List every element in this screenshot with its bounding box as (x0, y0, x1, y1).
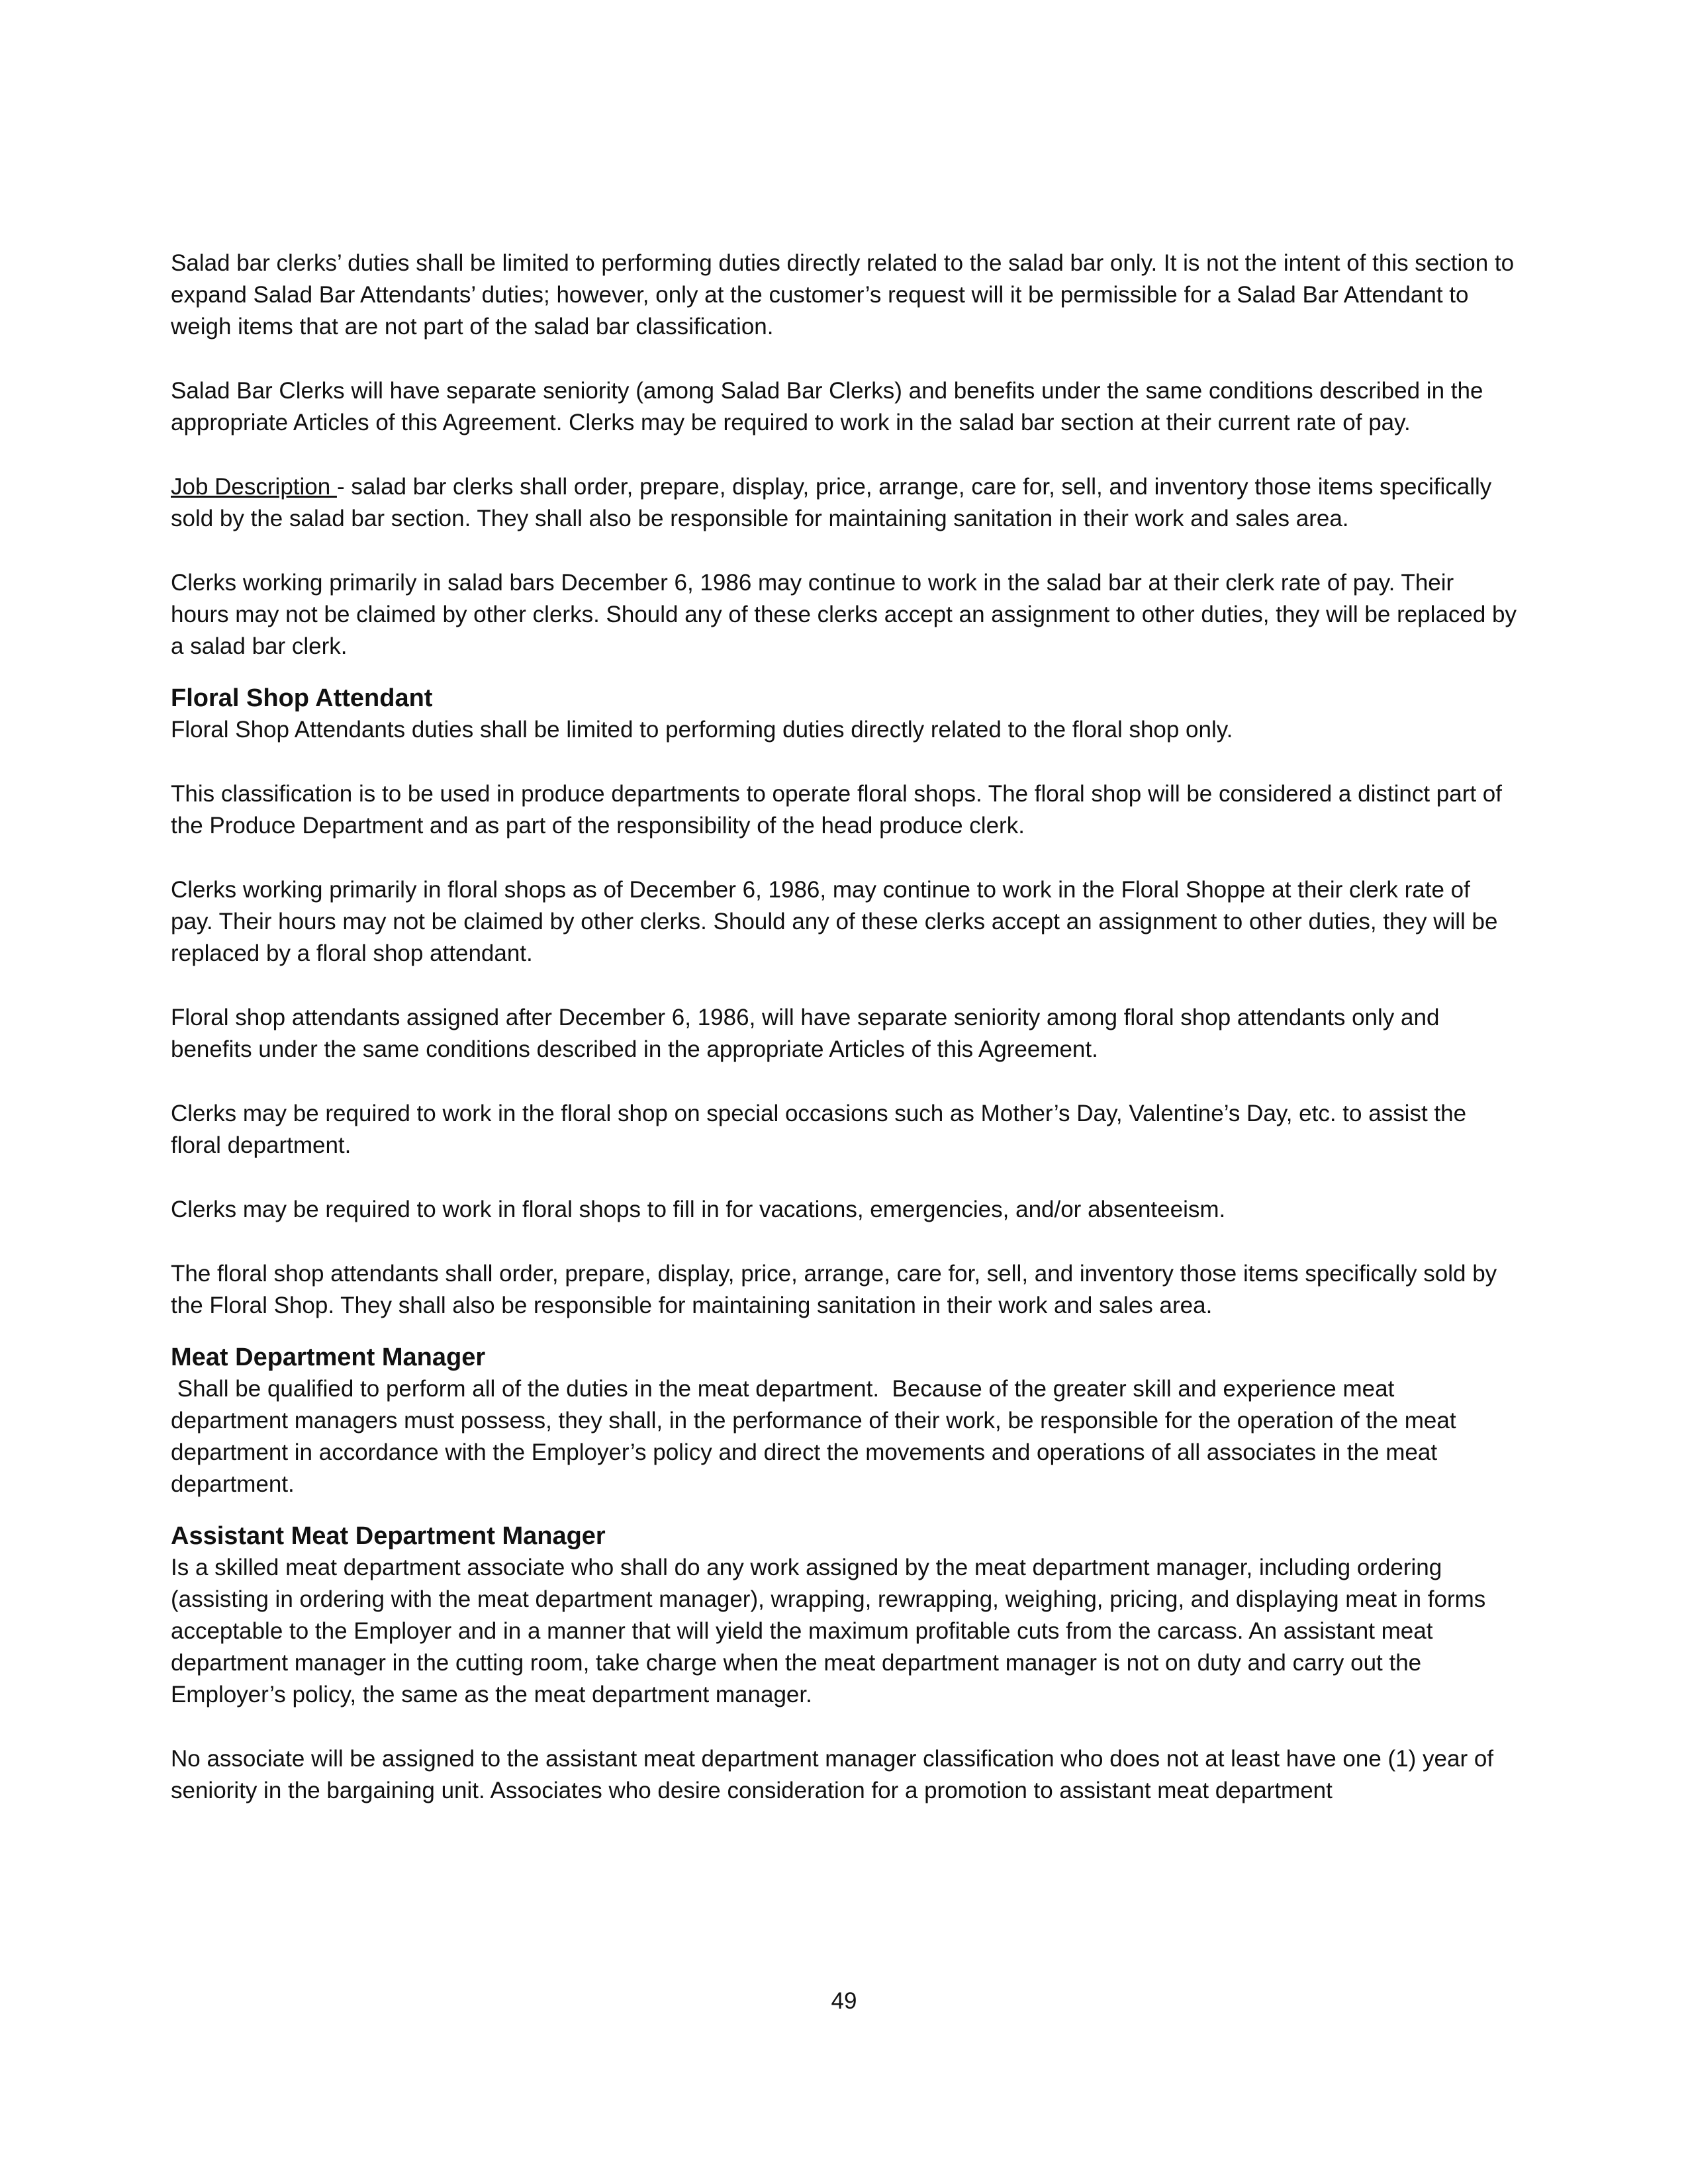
salad-bar-seniority-paragraph: Salad Bar Clerks will have separate seniority (among Salad Bar Clerks) and benefits under the same conditions described in the appropriate Articles of this Agreement. Clerks may be required to work in the salad bar section at their current rate of pay. (171, 378, 1483, 435)
page-body (171, 248, 1517, 1839)
salad-bar-duties-paragraph: Salad bar clerks’ duties shall be limited to performing duties directly related to the salad bar only. It is not the intent of this section to expand Salad Bar Attendants’ duties; however, only at the customer’s request will it be permissible for a Salad Bar Attendant to weigh items that are not part of the salad bar classification. (171, 250, 1515, 340)
page-number: 49 (831, 1988, 857, 2014)
salad-bar-clerks-paragraph: Clerks working primarily in salad bars December 6, 1986 may continue to work in the salad bar at their clerk rate of pay. Their hours may not be claimed by other clerks. Should any of these clerks accept an assignment to other duties, they will be replaced by a salad bar clerk. (171, 570, 1517, 659)
job-description-label: Job Description (171, 474, 337, 500)
assistant-meat-manager-seniority-paragraph: No associate will be assigned to the assistant meat department manager classification who does not at least have one (1) year of seniority in the bargaining unit. Associates who desire consideration for a promotion to assistant meat department (171, 1746, 1494, 1803)
floral-clerks-paragraph: Clerks working primarily in floral shops as of December 6, 1986, may continue to work in the Floral Shoppe at their clerk rate of pay. Their hours may not be claimed by other clerks. Should any of these clerks accept an assignment to other duties, they will be replaced by a floral shop attendant. (171, 877, 1498, 966)
floral-special-occasions-paragraph: Clerks may be required to work in the floral shop on special occasions such as Mother’s Day, Valentine’s Day, etc. to assist the floral department. (171, 1101, 1467, 1158)
job-description-text: - salad bar clerks shall order, prepare, display, price, arrange, care for, sell, and inventory those items specifically sold by the salad bar section. They shall also be responsible for maintaining sanitation in their work and sales area. (171, 474, 1492, 531)
floral-classification-paragraph: This classification is to be used in produce departments to operate floral shops. The floral shop will be considered a distinct part of the Produce Department and as part of the responsibility of the head produce clerk. (171, 781, 1502, 839)
floral-duties-paragraph: Floral Shop Attendants duties shall be limited to performing duties directly related to the floral shop only. (171, 717, 1233, 743)
floral-seniority-paragraph: Floral shop attendants assigned after December 6, 1986, will have separate seniority among floral shop attendants only and benefits under the same conditions described in the appropriate Articles of this Agreement. (171, 1005, 1440, 1062)
meat-manager-paragraph: Shall be qualified to perform all of the duties in the meat department. Because of the greater skill and experience meat department managers must possess, they shall, in the performance of their work, be responsible for the operation of the meat department in accordance with the Employer’s policy and direct the movements and operations of all associates in the meat department. (171, 1376, 1463, 1497)
assistant-meat-manager-heading: Assistant Meat Department Manager (171, 1522, 606, 1550)
floral-shop-heading: Floral Shop Attendant (171, 684, 433, 712)
floral-attendant-duties-paragraph: The floral shop attendants shall order, prepare, display, price, arrange, care for, sell, and inventory those items specifically sold by the Floral Shop. They shall also be responsible for maintaining sanitation in their work and sales area. (171, 1261, 1497, 1318)
job-description-paragraph (171, 471, 1517, 535)
meat-manager-heading: Meat Department Manager (171, 1343, 486, 1371)
assistant-meat-manager-paragraph: Is a skilled meat department associate who shall do any work assigned by the meat department manager, including ordering (assisting in ordering with the meat department manager), wrapping, rewrapping, weighing, pricing, and displaying meat in forms acceptable to the Employer and in a manner that will yield the maximum profitable cuts from the carcass. An assistant meat department manager in the cutting room, take charge when the meat department manager is not on duty and carry out the Employer’s policy, the same as the meat department manager. (171, 1555, 1486, 1707)
floral-fill-in-paragraph: Clerks may be required to work in floral shops to fill in for vacations, emergencies, and/or absenteeism. (171, 1197, 1226, 1222)
